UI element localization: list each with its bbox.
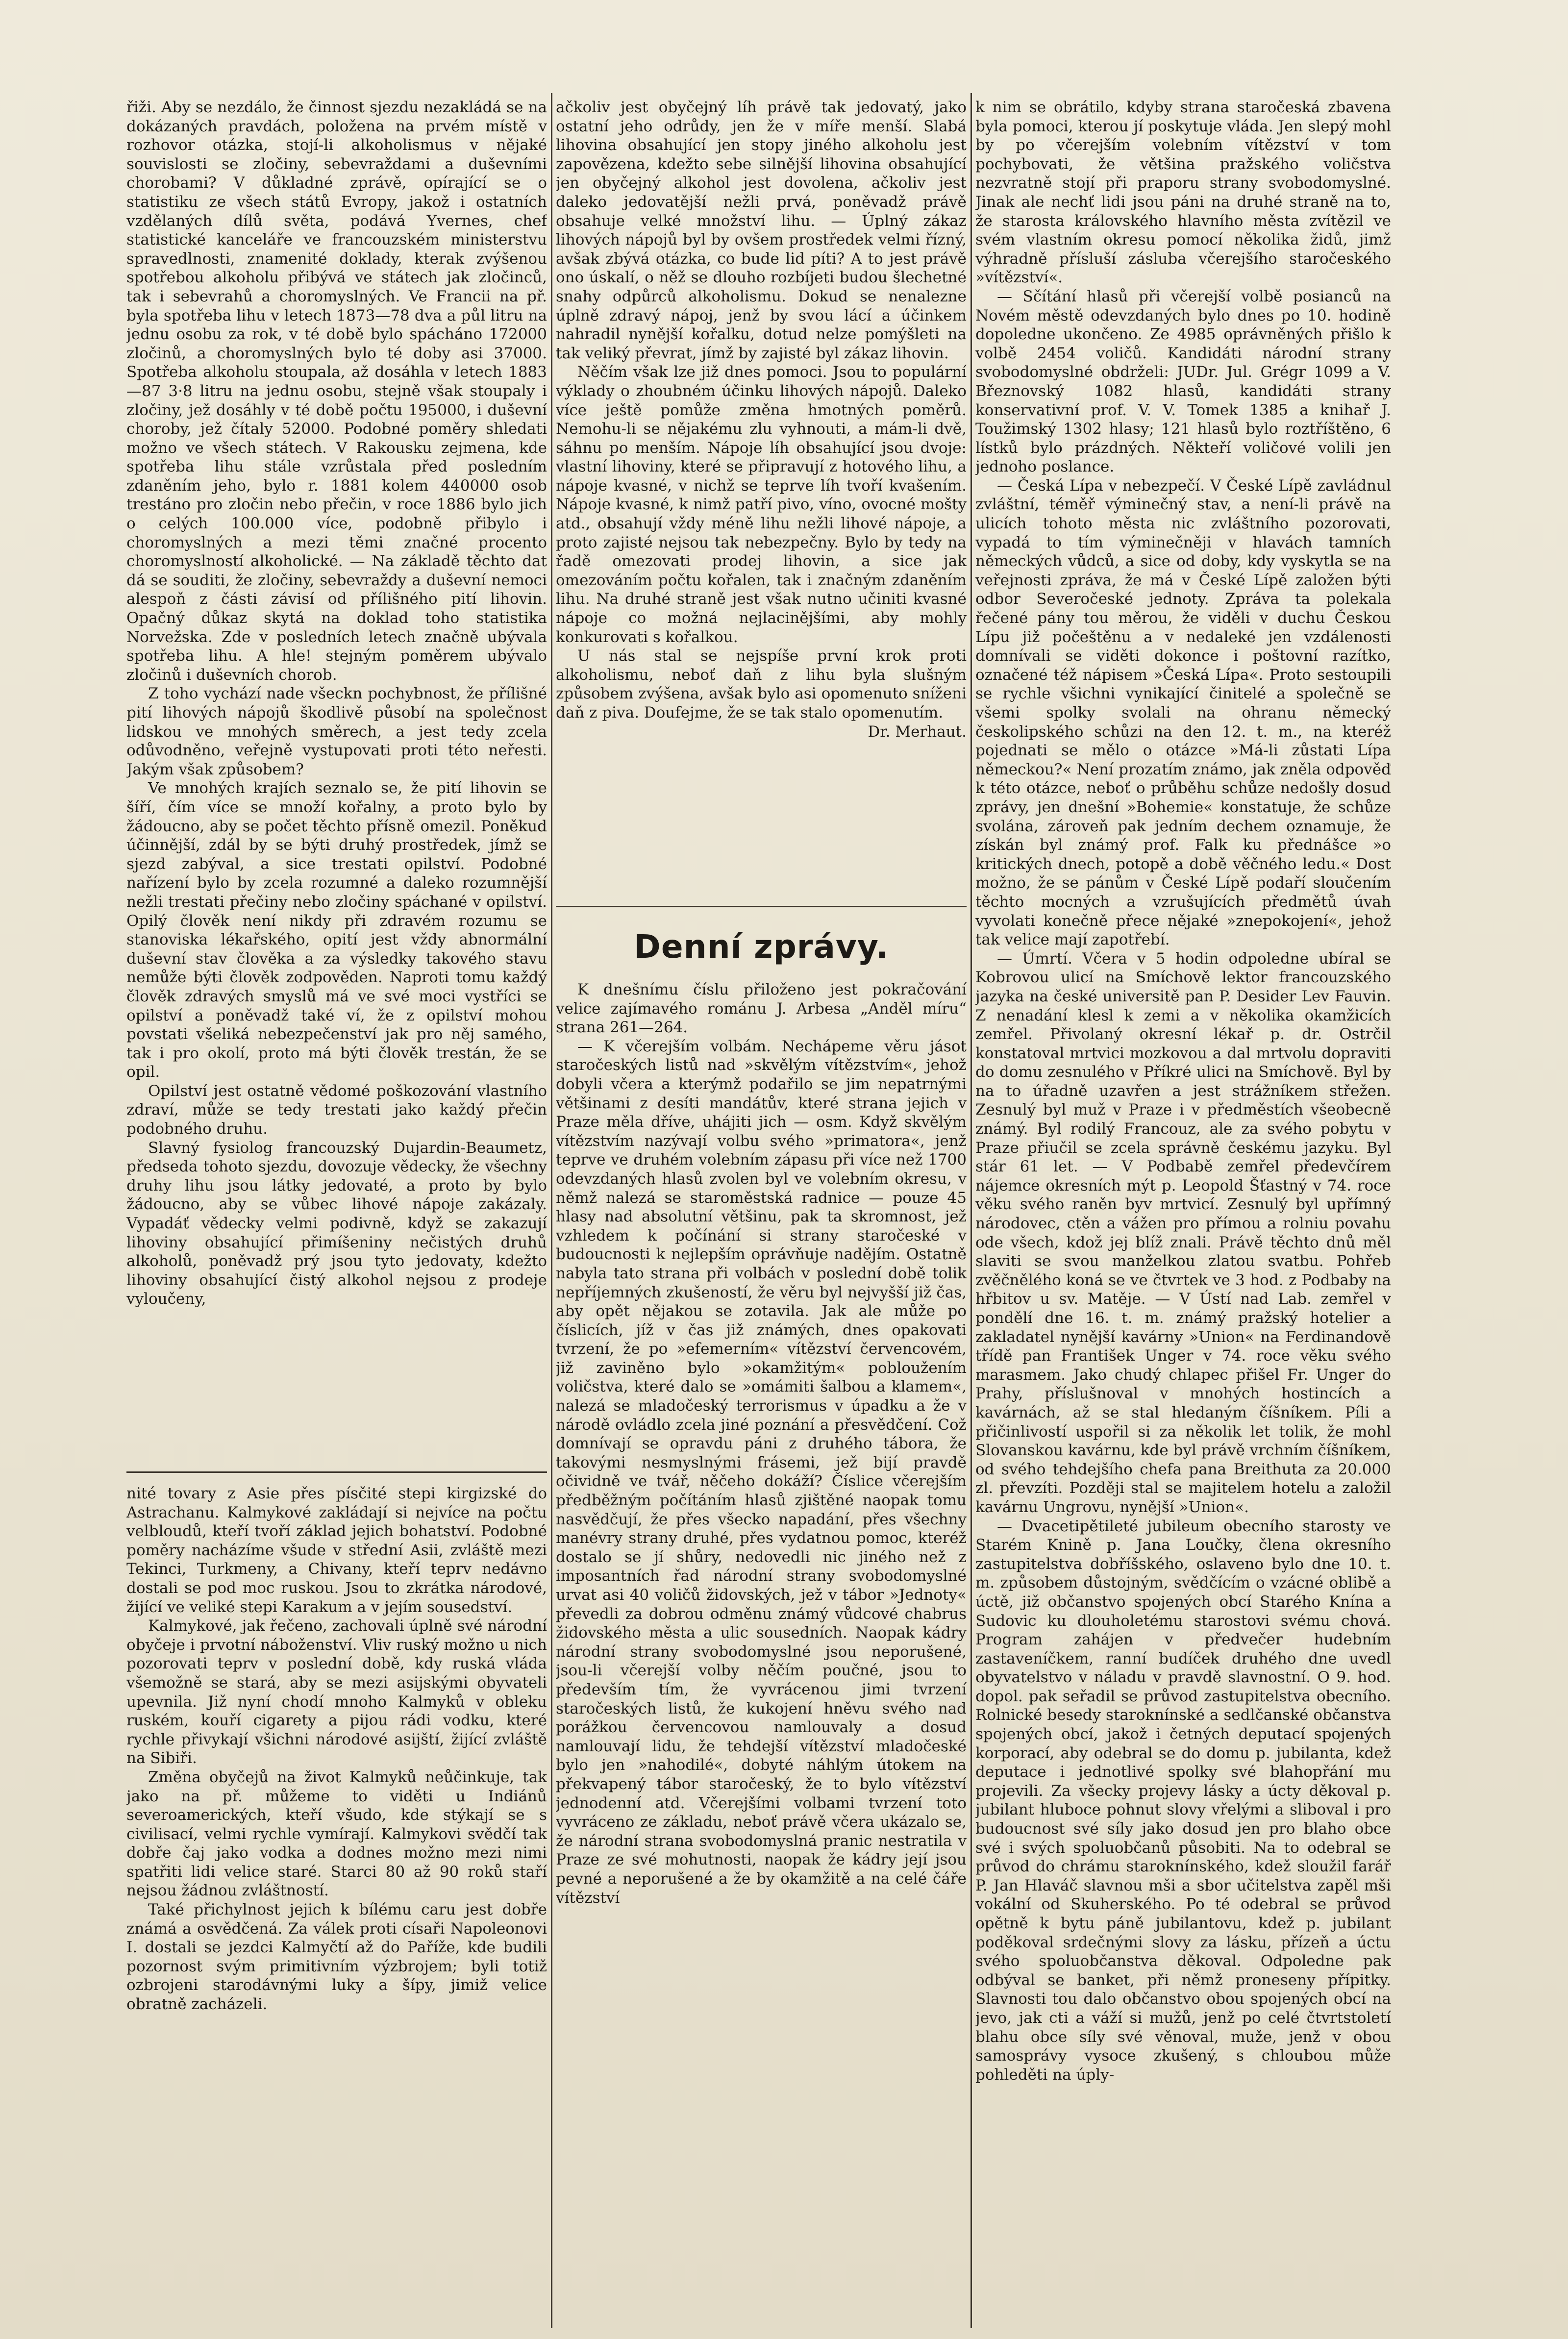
paragraph: Ve mnohých krajích seznalo se, že pití lihovin se šíří, čím více se množí kořalny, a proto bylo by žádoucno, aby se počet těchto přísně omezil. Poněkud účinnější, zdál by se býti druhý prostředek, jímž se sjezd zabýval, a sice trestati opilství. Podobné nařízení bylo by zcela rozumné a daleko rozumnější nežli trestati přečiny nebo zločiny spáchané v opilství. Opilý člověk není nikdy při zdravém rozumu se stanoviska lékařského, opití jest vždy abnormální duševní stav člověka a za výsledky takového stavu nemůže býti člověk zodpověden. Naproti tomu každý člověk zdravých smyslů má ve své moci vystříci se opilství a poněvadž také ví, že z opilství mohou povstati všeliká nebezpečenství jak pro něj samého, tak i pro okolí, proto má býti člověk trestán, že se opil.: [126, 779, 547, 1081]
paragraph: — Dvacetipětileté jubileum obecního starosty ve Starém Knině p. Jana Loučky, člena okresního zastupitelstva dobříšského, oslaveno bylo dne 10. t. m. způsobem důstojným, svědčícím o vzácné oblibě a úctě, již občanstvo spojených obcí Starého Knína a Sudovic ku dlouholetému starostovi svému chová. Program zahájen v předvečer hudebním zastaveníčkem, ranní budíček druhého dne uvedl obyvatelstvo v náladu v pravdě slavnostní. O 9. hod. dopol. pak seřadil se průvod zastupitelstva obecního. Rolnické besedy staroknínské a sedlčanské občanstva spojených obcí, jakož i četných deputací spojených korporací, aby odebral se do domu p. jubilanta, kdež deputace i jednotlivé spolky své blahopřání mu projevili. Za všecky projevy lásky a úcty děkoval p. jubilant hluboce pohnut slovy vřelými a sliboval i pro budoucnost své síly jako dosud jen pro blaho obce své i svých spoluobčanů působiti. Na to odebral se průvod do chrámu staroknínského, kdež sloužil farář P. Jan Hlaváč slavnou mši a sbor učitelstva zapěl mši vokální od Skuherského. Po té odebral se průvod opětně k bytu páně jubilantovu, kdež p. jubilant poděkoval srdečnými slovy za lásku, přízeň a úctu svého spoluobčanstva děkoval. Odpoledne pak odbýval se banket, při němž proneseny přípitky. Slavnosti tou dalo občanstvo obou spojených obcí na jevo, jak cti a váží si mužů, jenž po celé čtvrtstoletí blahu obce síly své věnoval, muže, jenž v obou samosprávy vysoce zkušený, s chloubou může pohleděti na úply-: [975, 1517, 1391, 2084]
paragraph: K dnešnímu číslu přiloženo jest pokračování velice zajímavého románu J. Arbesa „Anděl míru“ strana 261—264.: [556, 981, 967, 1037]
paragraph: — Úmrtí. Včera v 5 hodin odpoledne ubíral se Kobrovou ulicí na Smíchově lektor francouzského jazyka na české universitě pan P. Desider Lev Fauvin. Z nenadání klesl k zemi a v několika okamžicích zemřel. Přivolaný okresní lékař p. dr. Ostrčil konstatoval mrtvici mozkovou a dal mrtvolu dopraviti do domu zesnulého v Příkré ulici na Smíchově. Byl by na to úřadně uzavřen a jest strážníkem střežen. Zesnulý byl muž v Praze i v předměstích všeobecně známý. Byl rodilý Francouz, ale za svého pobytu v Praze přiučil se zcela správně českému jazyku. Byl stár 61 let. — V Podbabě zemřel předevčírem nájemce okresních mýt p. Leopold Šťastný v 74. roce věku svého raněn byv mrtvicí. Zesnulý byl upřímný národovec, ctěn a vážen pro přímou a rolniu povahu ode všech, kdož jej blíž znali. Právě těchto dnů měl slaviti se svou manželkou zlatou svatbu. Pohřeb zvěčnělého koná se ve čtvrtek ve 3 hod. z Podbaby na hřbitov u sv. Matěje. — V Ústí nad Lab. zemřel v pondělí dne 16. t. m. známý pražský hotelier a zakladatel nynější kavárny »Union« na Ferdinandově třídě pan František Unger v 74. roce věku svého marasmem. Jako chudý chlapec přišel Fr. Unger do Prahy, příslušnoval v mnohých hostincích a kavárnách, až se stal hledaným číšníkem. Píli a přičinlivostí uspořil si za několik let tolik, že mohl Slovanskou kavárnu, kde byl právě vrchním číšníkem, od svého tehdejšího chefa pana Breithuta za 20.000 zl. převzíti. Později stal se majitelem hotelu a založil kavárnu Ungrovu, nynější »Union«.: [975, 949, 1391, 1516]
column-2-top: [556, 98, 967, 897]
column-rule-2: [971, 93, 972, 2328]
column-1-bottom: [126, 1484, 547, 2327]
paragraph: Změna obyčejů na život Kalmyků neůčinkuje, tak jako na př. můžeme to viděti u Indiánů severoamerických, kteří všudo, kde stýkají se s civilisací, velmi rychle vymírají. Kalmykovi svědčí tak dobře čaj jako vodka a dodnes možno mezi nimi spatřiti lidi velice staré. Starci 80 až 90 roků staří nejsou žádnou zvláštností.: [126, 1768, 547, 1900]
paragraph: — Česká Lípa v nebezpečí. V České Lípě zavládnul zvláštní, téměř výminečný stav, a není-li právě na ulicích tohoto města nic zvláštního pozorovati, vypadá to tím výminečněji v hlavách tamních německých vůdců, a sice od doby, kdy vyskytla se na veřejnosti zpráva, že má v České Lípě založen býti odbor Severočeské jednoty. Zpráva ta polekala řečené pány tou měrou, že viděli v duchu Českou Lípu již počeštěnu a v nedaleké jen vzdálenosti domnívali se viděti dokonce i poštovní razítko, označené též nápisem »Česká Lípa«. Proto sestoupili se rychle všichni vynikající činitelé a společně se všemi spolky svolali na ohranu německý českolipského schůzi na den 12. t. m., na kteréž pojednati se mělo o otázce »Má-li zůstati Lípa německou?« Není prozatím známo, jak zněla odpověď k této otázce, neboť o průběhu schůze nedošly dosud zprávy, jen dnešní »Bohemie« konstatuje, že schůze svolána, zároveň pak jedním dechem oznamuje, že získán byl známý prof. Falk ku přednášce »o kritických dnech, potopě a době věčného ledu.« Dost možno, že se pánům v České Lípě podaří sloučením těchto mocných a vzrušujících předmětů úvah vyvolati konečně přece nějaké »znepokojení«, jehož tak velice mají zapotřebí.: [975, 476, 1391, 949]
paragraph: Slavný fysiolog francouzský Dujardin-Beaumetz, předseda tohoto sjezdu, dovozuje vědecky, že všechny druhy lihu jsou látky jedovaté, a proto by bylo žádoucno, aby se vůbec lihové nápoje zakázaly. Vypadáť vědecky velmi podivně, když se zakazují lihoviny obsahující přimíšeniny nečistých druhů alkoholů, poněvadž prý jsou tyto jedovaty, kdežto lihoviny obsahující čistý alkohol nejsou z prodeje vyloučeny,: [126, 1139, 547, 1308]
paragraph: Také přichylnost jejich k bílému caru jest dobře známá a osvědčená. Za válek proti císaři Napoleonovi I. dostali se jezdci Kalmyčtí až do Paříže, kde budili pozornost svým primitivním výzbrojem; byli totiž ozbrojeni starodávnými luky a šípy, jimiž velice obratně zacházeli.: [126, 1901, 547, 2014]
paragraph: Z toho vychází nade všeckn pochybnost, že přílišné pití lihových nápojů škodlivě působí na společnost lidskou ve mnohých směrech, a jest tedy zcela odůvodněno, veřejně vystupovati proti této neřesti. Jakým však způsobem?: [126, 685, 547, 778]
paragraph: řiži. Aby se nezdálo, že činnost sjezdu nezakládá se na dokázaných pravdách, položena na prvém místě v rozhovor otázka, stojí-li alkoholismus v nějaké souvislosti se zločiny, sebevraždami a duševními chorobami? V důkladné zprávě, opírající se o statistiku ze všech států Evropy, jakož i ostatních vzdělaných dílů světa, podává Yvernes, chef statistické kanceláře ve francouzském ministerstvu spravedlnosti, znamenité doklady, kterak zvýšenou spotřebou alkoholu přibývá ve státech jak zločinců, tak i sebevrahů a choromyslných. Ve Francii na př. byla spotřeba lihu v letech 1873—78 dva a půl litru na jednu osobu za rok, v té době bylo spácháno 172000 zločinů, a choromyslných bylo té doby asi 37000. Spotřeba alkoholu stoupala, až dosáhla v letech 1883—87 3·8 litru na jednu osobu, stejně však stoupaly i zločiny, jež dosáhly v té době počtu 195000, i duševní choroby, jež čítaly 52000. Podobné poměry shledati možno ve všech státech. V Rakousku zejmena, kde spotřeba lihu stále vzrůstala před posledním zdaněním jeho, bylo r. 1881 kolem 440000 osob trestáno pro zločin nebo přečin, v roce 1886 bylo jich o celých 100.000 více, podobně přibylo i choromyslných a mezi těmi značné procento choromyslností alkoholické. — Na základě těchto dat dá se souditi, že zločiny, sebevraždy a duševní nemoci alespoň z části závisí od přílišného pití lihovin. Opačný důkaz skytá na doklad toho statistika Norvežska. Zde v posledních letech značně ubývala spotřeba lihu. A hle! stejným poměrem ubývalo zločinů i duševních chorob.: [126, 99, 547, 684]
paragraph: k nim se obrátilo, kdyby strana staročeská zbavena byla pomoci, kterou jí poskytuje vláda. Jen slepý mohl by po včerejším volebním vítězství v tom pochybovati, že většina pražského voličstva nezvratně stojí při praporu strany svobodomyslné. Jinak ale nechť lidi jsou páni na druhé straně na to, že starosta královského hlavního města zvítězil ve svém vlastním okresu pomocí několika židů, jimž výhradně přísluší zásluba včerejšího staročeského »vítězství«.: [975, 99, 1391, 287]
paragraph: ačkoliv jest obyčejný líh právě tak jedovatý, jako ostatní jeho odrůdy, jen že v míře menší. Slabá lihovina obsahující jen stopy jiného alkoholu jest zapovězena, kdežto sebe silnější lihovina obsahující jen obyčejný alkohol jest dovolena, ačkoliv jest daleko jedovatější nežli prvá, poněvadž právě obsahuje velké množství lihu. — Úplný zákaz lihových nápojů byl by ovšem prostředek velmi řízný, avšak zbývá otázka, co bude lid píti? A to jest právě ono úskalí, o něž se dlouho rozbíjeti budou šlechetné snahy odpůrců alkoholismu. Dokud se nenalezne úplně zdravý nápoj, jenž by svou lácí a účinkem nahradil nynější kořalku, dotud nelze pomýšleti na tak veliký převrat, jímž by zajisté byl zákaz lihovin.: [556, 99, 967, 362]
paragraph: U nás stal se nejspíše první krok proti alkoholismu, neboť daň z lihu byla slušným způsobem zvýšena, avšak bylo asi opomenuto sníženi daň z piva. Doufejme, že se tak stalo opomenutím.: [556, 647, 967, 722]
column-1-top: [126, 98, 547, 1456]
paragraph: Něčím však lze již dnes pomoci. Jsou to populární výklady o zhoubném účinku lihových nápojů. Daleko více ještě pomůže změna hmotných poměrů. Nemohu-li se nějakému zlu vyhnouti, a mám-li dvě, sáhnu po menším. Nápoje líh obsahující jsou dvoje: vlastní lihoviny, které se připravují z hotového lihu, a nápoje kvasné, v nichž se teprve líh tvoří kvašením. Nápoje kvasné, k nimž patří pivo, víno, ovocné mošty atd., obsahují vždy méně lihu nežli lihové nápoje, a proto zajisté nejsou tak nebezpečny. Bylo by tedy na řadě omezovati prodej lihovin, a sice jak omezováním počtu kořalen, tak i značným zdaněním lihu. Na druhé straně jest však nutno učiniti kvasné nápoje co možná nejlacinějšími, aby mohly konkurovati s kořalkou.: [556, 363, 967, 646]
column-rule-1: [551, 93, 552, 2328]
paragraph: Opilství jest ostatně vědomé poškozování vlastního zdraví, může se tedy trestati jako každý přečin podobného druhu.: [126, 1082, 547, 1138]
column-2-bottom: [556, 980, 967, 2327]
paragraph: Kalmykové, jak řečeno, zachovali úplně své národní obyčeje i prvotní náboženství. Vliv ruský možno u nich pozorovati teprv v poslední době, kdy ruská vláda všemožně se stará, aby se mezi asijskými obyvateli upevnila. Již nyní chodí mnoho Kalmyků v obleku ruském, kouří cigarety a pijou rádi vodku, které rychle přivykají všichni národové asijští, žijící zvláště na Sibiři.: [126, 1617, 547, 1767]
column-1-separator: [126, 1471, 547, 1473]
paragraph: — K včerejším volbám. Nechápeme věru jásot staročeských listů nad »skvělým vítězstvím«, jehož dobyli včera a kterýmž podařilo se jim nepatrnými většinami z desíti mandátův, které strana jejich v Praze měla dříve, uhájiti jich — osm. Když skvělým vítězstvím nazývají volbu svého »primatora«, jenž teprve ve druhém volebním zápasu při více než 1700 odevzdaných hlasů zvolen byl ve volebním okresu, v němž nalezá se staroměstská radnice — pouze 45 hlasy nad absolutní většinu, pak ta skromnost, jež vzhledem k počínání si strany staročeské v budoucnosti k nejlepším oprávňuje nadějím. Ostatně nabyla tato strana při volbách v poslední době tolik nepříjemných zkušeností, že věru byl nejvyšší již čas, aby opět nějakou se zotavila. Jak ale může po číslicích, jíž v čas již známých, dnes opakovati tvrzení, že po »efemerním« vítězství červencovém, již zaviněno bylo »okamžitým« pobloužením voličstva, které dalo se »omámiti šalbou a klamem«, nalezá se mladočeský terrorismus v úpadku a že v národě ovládlo zcela jiné poznání a přesvědčení. Což domnívají se opravdu páni z druhého tábora, že takovými nesmyslnými frásemi, jež bijí pravdě očividně ve tvář, něčeho dokáží? Číslice včerejším předběžným počítáním hlasů zjištěné naopak tomu nasvědčují, že přes všecko napadání, přes všechny manévry strany druhé, přes vydatnou pomoc, kteréž dostalo se jí shůry, nedovedli nic jiného než z imposantních řad národní strany svobodomyslné urvat asi 40 voličů židovských, jež v tábor »Jednoty« převedli za dobrou odměnu známý vůdcové chabrus židovského města a ulic sousedních. Naopak kádry národní strany svobodomyslné jsou neporušené, jsou-li včerejší volby něčím poučné, jsou to především tím, že vyvrácenou jimi tvrzení staročeských listů, že kukojení hněvu svého nad porážkou červencovou namlouvaly a dosud namlouvají lidu, že tehdejší vítězství mladočeské bylo jen »nahodilé«, dobyté náhlým útokem na překvapený tábor staročeský, že to bylo vítězství jednodenní atd. Včerejšími volbami tvrzení toto vyvráceno ze základu, neboť právě včera ukázalo se, že národní strana svobodomyslná pranic nestratila v Praze ze své mohutnosti, naopak že kádry její jsou pevné a neporušené a že by okamžitě a na celé čáře vítězství: [556, 1037, 967, 1907]
section-title: Denní zprávy.: [634, 928, 889, 966]
paragraph: nité tovary z Asie přes písčité stepi kirgizské do Astrachanu. Kalmykové zakládají si nejvíce na počtu velbloudů, kteří tvoří základ jejich bohatství. Podobné poměry nacházíme všude v střední Asii, zvláště mezi Tekinci, Turkmeny, a Chivany, kteří teprv nedávno dostali se pod moc ruskou. Jsou to zkrátka národové, žijící ve veliké stepi Karakum a v jejím sousedství.: [126, 1485, 547, 1616]
section-rule-top: [556, 906, 967, 907]
paragraph: — Sčítání hlasů při včerejší volbě posianců na Novém městě odevzdaných bylo dnes po 10. hodině dopoledne ukončeno. Ze 4985 oprávněných přišlo k volbě 2454 voličů. Kandidáti národní strany svobodomyslné obdrželi: JUDr. Jul. Grégr 1099 a V. Březnovský 1082 hlasů, kandidáti strany konservativní prof. V. V. Tomek 1385 a knihař J. Toužimský 1302 hlasy; 121 hlasů bylo roztříštěno, 6 lístků bylo prázdných. Někteří voličové volili jen jednoho poslance.: [975, 287, 1391, 476]
column-3: [975, 98, 1391, 2327]
paragraph: Dr. Merhaut.: [868, 722, 967, 741]
